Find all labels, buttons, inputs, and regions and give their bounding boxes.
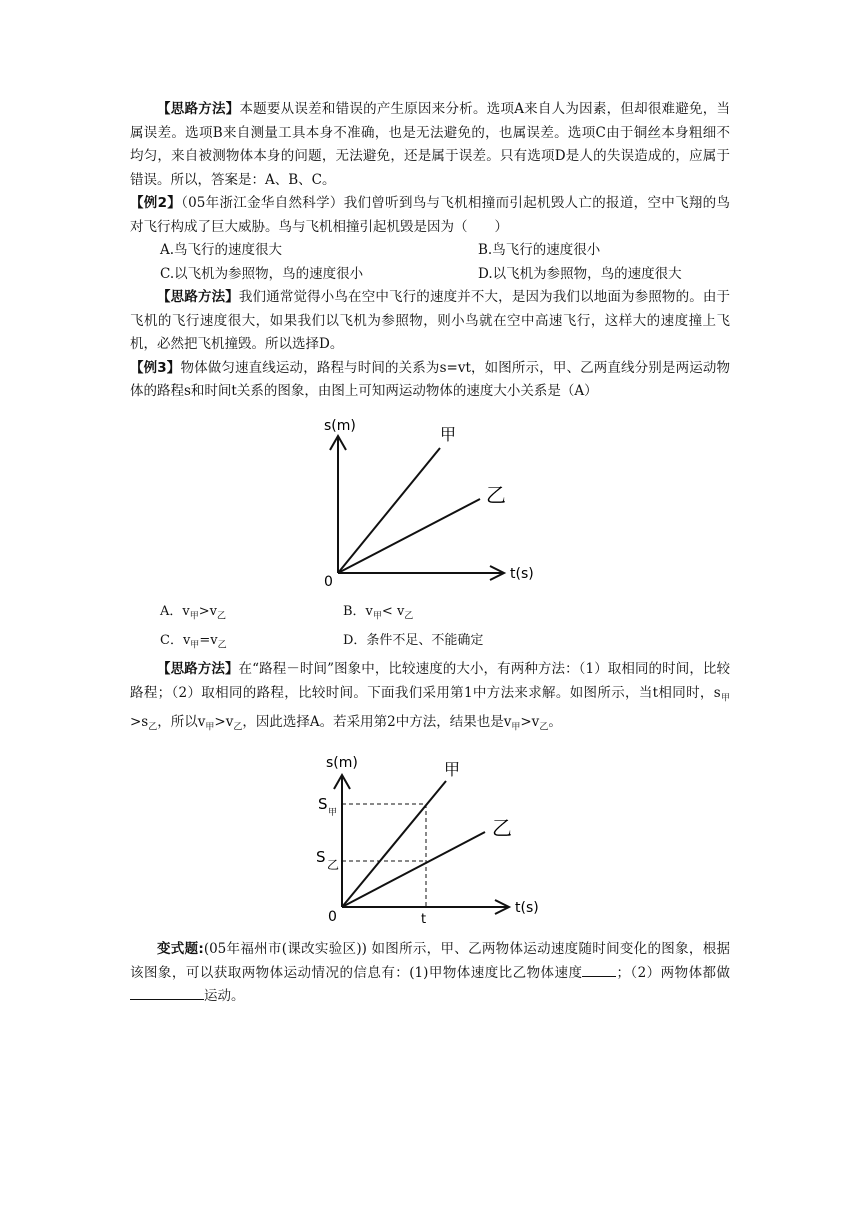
variant-heading: 变式题: [157,941,204,957]
paragraph-method-2 [130,286,730,357]
document-body [130,98,730,404]
example-text: 物体做匀速直线运动，路程与时间的关系为s=vt，如图所示，甲、乙两直线分别是两运动物体的路程s和时间t关系的图象，由图上可知两运动物体的速度大小关系是（A） [130,359,730,399]
s-yi-sub: 乙 [327,858,340,872]
s-jia-label: S [318,795,328,813]
option-c: C．$v_甲=v_乙$ [160,633,227,651]
example-2-options [160,239,730,286]
s-yi-label: S [316,848,326,866]
variant-question: 变式题:(05年福州市(课改实验区)) 如图所示，甲、乙两物体运动速度随时间变化的图象，根据该图象，可以获取两物体运动情况的信息有：(1)甲物体速度比乙物体速度 ；（2）两物体都做运动。 [130,941,730,1004]
example-heading: 【例2】 [130,195,182,211]
s-jia-sub: 甲 [328,808,338,818]
line-yi [342,832,485,907]
y-axis-label: s(m) [324,418,356,434]
example-heading: 【例3】 [130,359,181,376]
method-heading: 【思路方法】 [157,661,239,678]
origin-label: 0 [328,909,337,925]
line-jia [342,781,446,907]
option-d: D.以飞机为参照物，鸟的速度很大 [478,265,682,282]
example-2 [130,192,730,239]
paragraph-method-1 [130,98,730,192]
origin-label: 0 [324,574,333,590]
example-text: （05年浙江金华自然科学）我们曾听到鸟与飞机相撞而引起机毁人亡的报道，空中飞翔的鸟对飞行构成了巨大威胁。鸟与飞机相撞引起机毁是因为（ ） [130,195,730,235]
label-yi: 乙 [492,816,512,840]
paragraph-method-3: 【思路方法】在“路程－时间”图象中，比较速度的大小，有两种方法：（1）取相同的时间，比较路程；（2）取相同的路程，比较时间。下面我们采用第1中方法来求解。如图所示，当t相同时，$s_甲>s_乙$，所以$v_甲>v_乙$，因此选择A。若采用第2中方法，结果也是$v_甲>v_乙$。 [130,661,730,733]
option-b: B.鸟飞行的速度很小 [478,242,601,258]
option-a: A.鸟飞行的速度很大 [160,242,283,258]
option-b: B．$v_甲< v_乙$ [343,604,414,622]
option-a: A．$v_甲>v_乙$ [160,604,227,622]
figure-1-graph [300,410,540,590]
document-body-3 [130,938,730,1009]
method-heading: 【思路方法】 [157,101,240,117]
x-axis-label: t(s) [510,566,534,582]
label-yi: 乙 [486,483,506,507]
answer-blank-2[interactable] [130,985,204,1000]
document-body-2 [130,600,730,740]
x-axis-label: t(s) [515,900,539,916]
label-jia: 甲 [440,425,457,444]
label-jia: 甲 [444,760,461,779]
t-mark: t [421,912,427,927]
y-axis-label: s(m) [326,755,358,771]
line-jia [338,448,440,573]
example-3 [130,357,730,404]
method-heading: 【思路方法】 [157,289,239,305]
method-text: 本题要从误差和错误的产生原因来分析。选项A来自人为因素，但却很难避免，当属误差。选项B来自测量工具本身不准确，也是无法避免的，也属误差。选项C由于铜丝本身粗细不均匀，来自被测物体本身的问题，无法避免，还是属于误差。只有选项D是人的失误造成的，应属于错误。所以，答案是：A、B、C。 [130,101,731,188]
answer-blank-1[interactable] [582,962,616,977]
method-text: 我们通常觉得小鸟在空中飞行的速度并不大，是因为我们以地面为参照物的。由于飞机的飞行速度很大，如果我们以飞机为参照物，则小鸟就在空中高速飞行，这样大的速度撞上飞机，必然把飞机撞毁。所以选择D。 [130,289,731,352]
example-3-options [160,600,730,658]
line-yi [338,499,480,573]
figure-2-graph [300,745,560,930]
option-d: D．条件不足、不能确定 [343,633,484,649]
option-c: C.以飞机为参照物，鸟的速度很小 [160,265,364,282]
